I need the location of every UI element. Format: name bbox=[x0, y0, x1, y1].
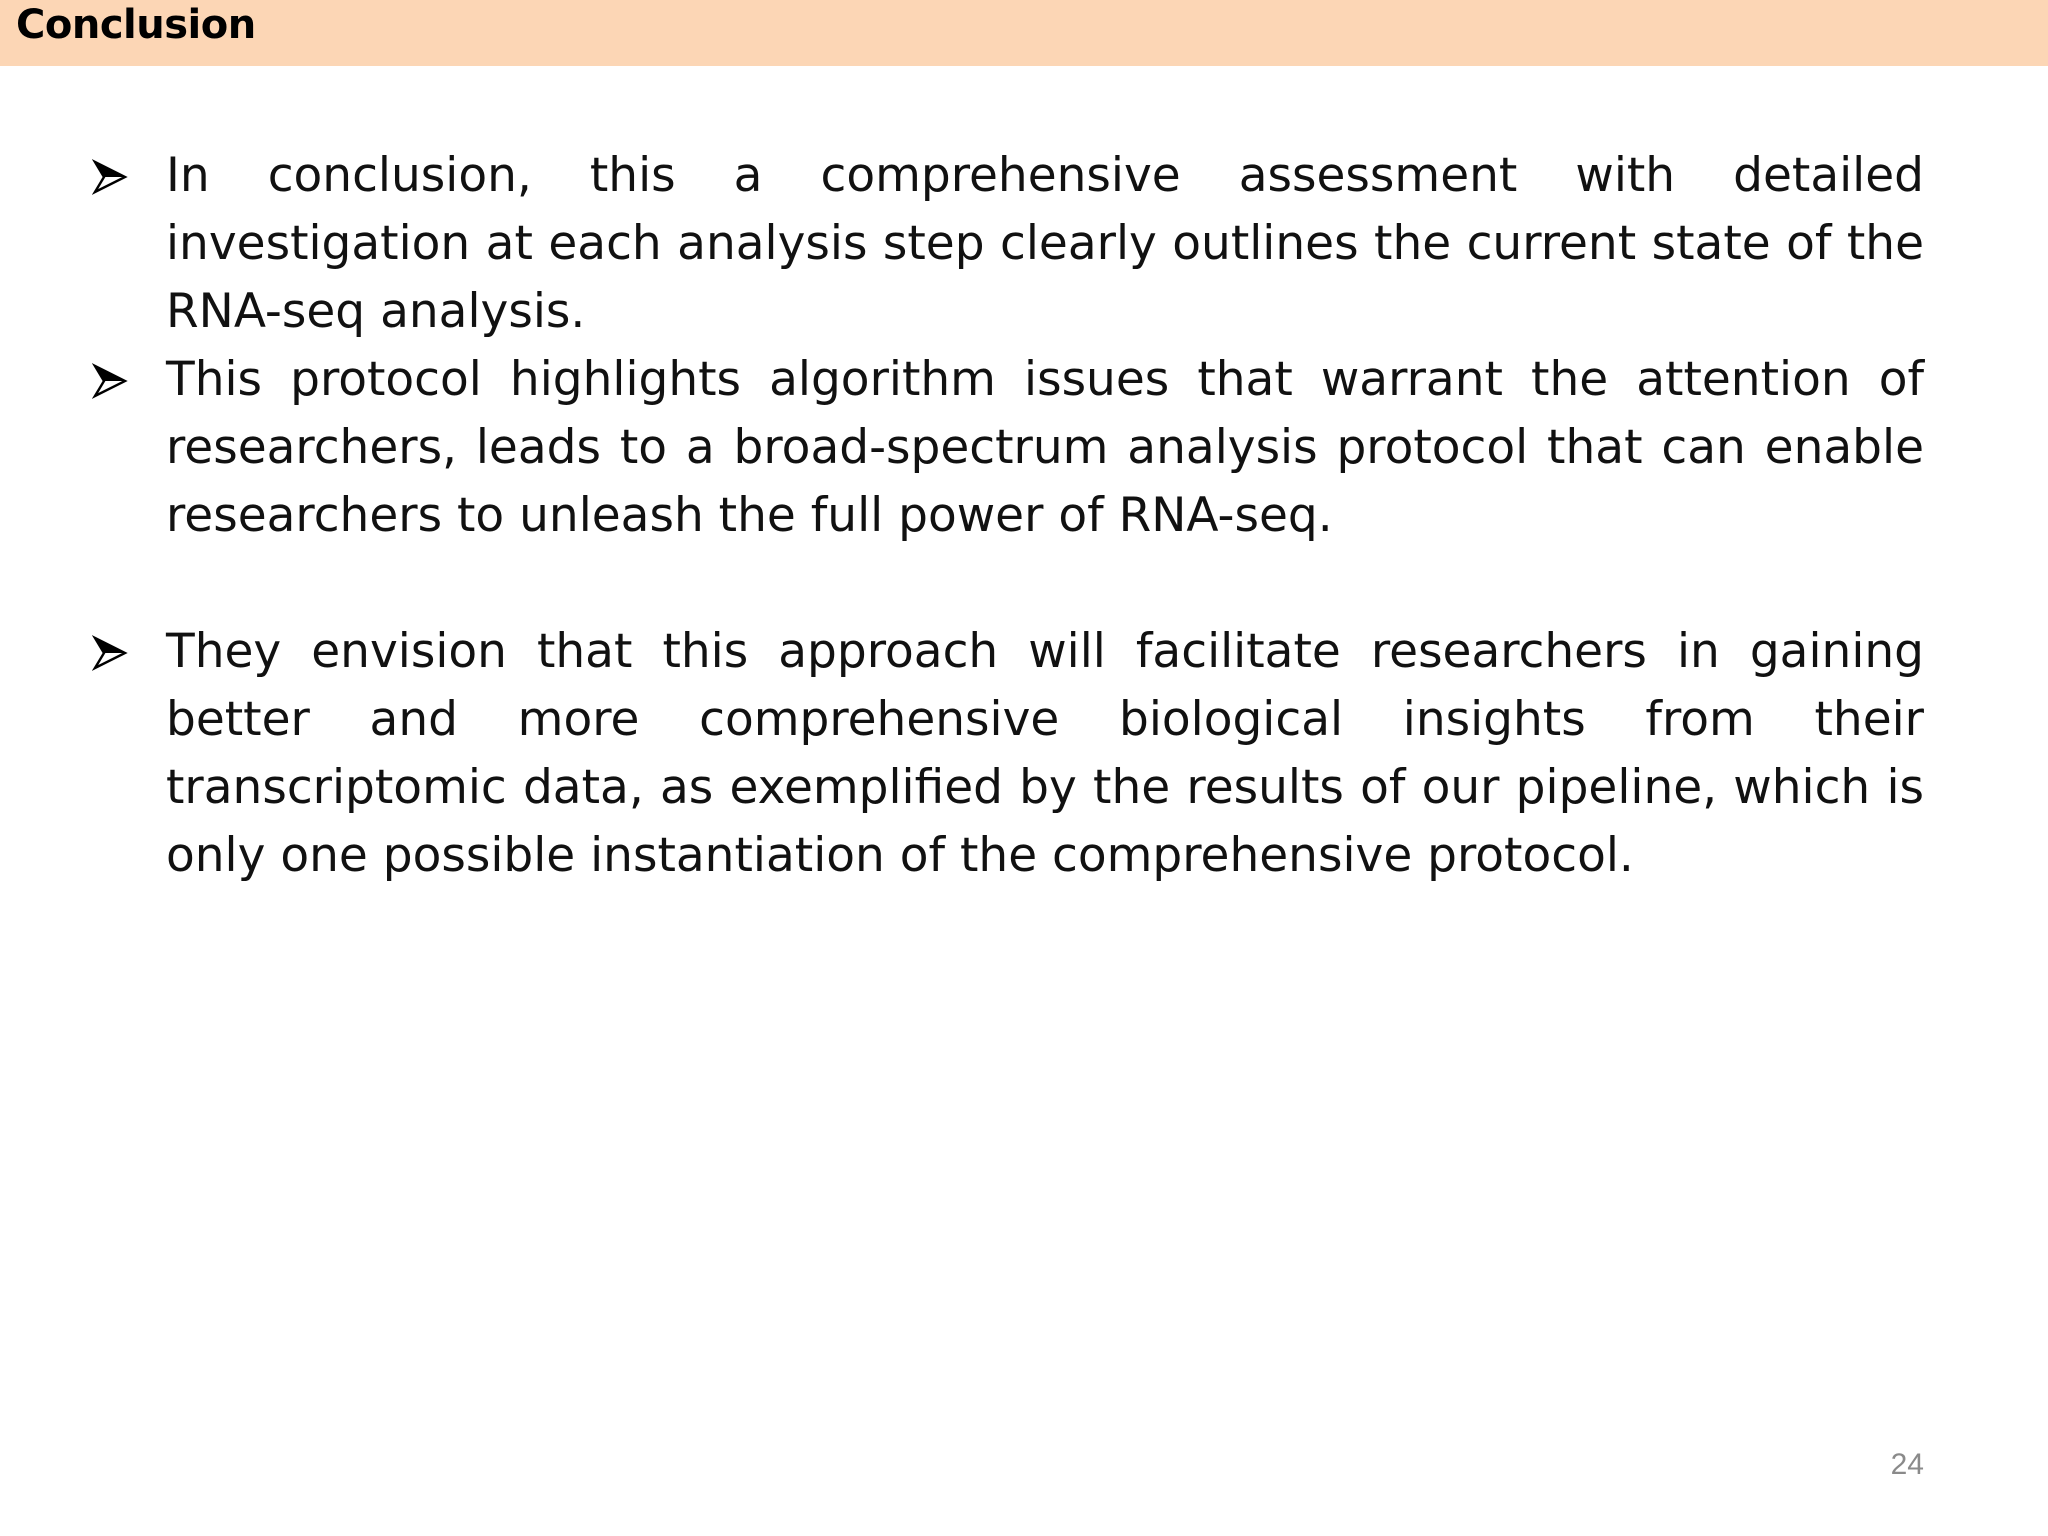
arrow-bullet-icon bbox=[92, 363, 128, 399]
title-bar bbox=[0, 0, 2048, 66]
bullet-item-1 bbox=[92, 142, 1924, 346]
bullet-text: In conclusion, this a comprehensive assessment with detailed investigation at each analysis step clearly outlines the current state of the RNA-seq analysis. bbox=[166, 148, 1924, 339]
arrow-bullet-icon bbox=[92, 635, 128, 671]
bullet-item-3 bbox=[92, 618, 1924, 890]
bullet-text: They envision that this approach will facilitate researchers in gaining better and more comprehensive biological insights from their transcriptomic data, as exemplified by the results of our pipeline, which is only one possible instantiation of the comprehensive protocol. bbox=[166, 624, 1924, 883]
bullet-text: This protocol highlights algorithm issues that warrant the attention of researchers, leads to a broad-spectrum analysis protocol that can enable researchers to unleash the full power of RNA-seq. bbox=[166, 352, 1924, 543]
bullet-item-2 bbox=[92, 346, 1924, 550]
slide-title: Conclusion bbox=[16, 2, 256, 48]
page-number: 24 bbox=[1890, 1448, 1924, 1481]
bullet-list bbox=[92, 142, 1924, 890]
arrow-bullet-icon bbox=[92, 159, 128, 195]
